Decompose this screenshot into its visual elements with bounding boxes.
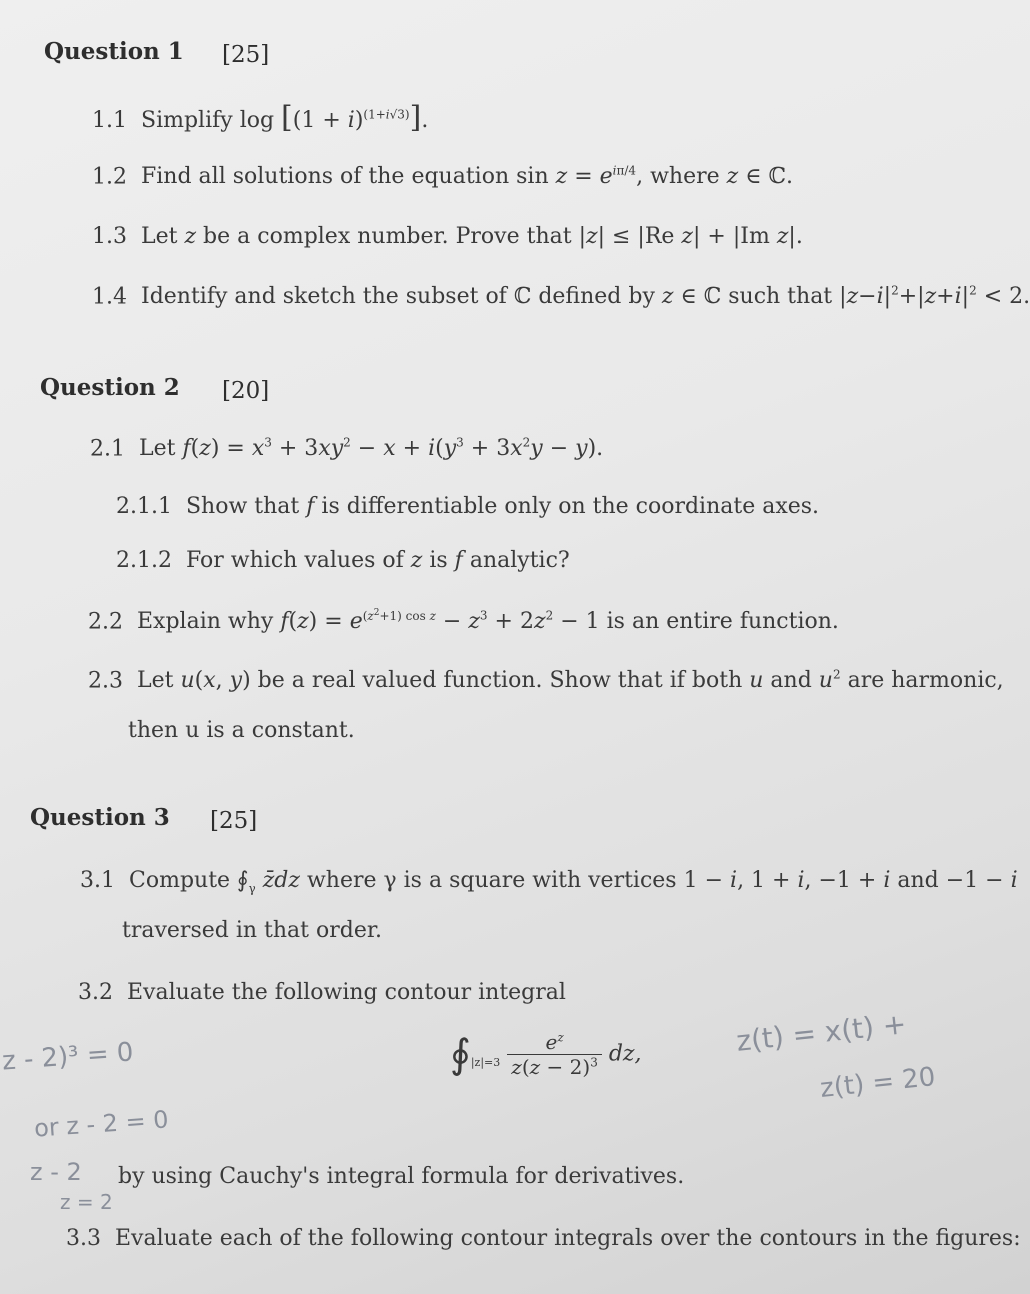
handwriting-5: z(t) = x(t) + bbox=[734, 1007, 908, 1058]
q1-title: Question 1 bbox=[44, 38, 184, 65]
handwriting-1: z - 2)³ = 0 bbox=[1, 1037, 135, 1077]
handwriting-2: or z - 2 = 0 bbox=[33, 1105, 170, 1143]
q2-marks: [20] bbox=[222, 378, 270, 404]
handwriting-4: z = 2 bbox=[60, 1190, 113, 1214]
q3-title: Question 3 bbox=[30, 804, 170, 831]
q2-item-2: 2.2 Explain why $f(z) = e^{(z^2+1) cos z} - z^3 + 2z^2 - 1$ is an entire function. bbox=[88, 608, 839, 635]
handwriting-6: z(t) = 20 bbox=[818, 1062, 937, 1104]
q2-item-1: 2.1 Let $f(z) = x^3 + 3xy^2 - x + i(y^3 + 3x^2y - y)$. bbox=[90, 436, 604, 462]
integral-contour: |z|=3 bbox=[470, 1055, 501, 1069]
q3-item-1-cont: traversed in that order. bbox=[122, 918, 382, 943]
q1-marks: [25] bbox=[222, 42, 270, 68]
q2-title: Question 2 bbox=[40, 374, 180, 401]
q3-marks: [25] bbox=[210, 808, 258, 834]
q2-item-3: 2.3 Let u(x, y) be a real valued function. Show that if both u and $u^2$ are harmonic, bbox=[88, 668, 1004, 694]
handwriting-3: z - 2 bbox=[30, 1158, 82, 1186]
q3-item-1: 3.1 Compute $∮_\gamma$ z̄dz where γ is a square with vertices 1 − i, 1 + i, −1 + i and −1 − i bbox=[80, 868, 1018, 896]
contour-integral: $∮_{|z|=3}$ $\frac{e^z}{z(z - 2)^3}$ dz, bbox=[450, 1030, 642, 1079]
q3-item-2: 3.2 Evaluate the following contour integral bbox=[78, 980, 566, 1005]
q1-item-4: 1.4 Identify and sketch the subset of ℂ defined by z ∈ ℂ such that $|z-i|^2+|z+i|^2 < 2$. bbox=[92, 284, 1030, 310]
q2-item-1-1: 2.1.1 Show that f is differentiable only on the coordinate axes. bbox=[116, 494, 820, 519]
q1-item-1: 1.1 Simplify $\log [(1 + i)^{(1+i√3)}]$. bbox=[92, 100, 429, 135]
integral-fraction: $\frac{e^z}{z(z - 2)^3}$ bbox=[507, 1030, 602, 1079]
q3-item-3: 3.3 Evaluate each of the following contour integrals over the contours in the figures: bbox=[66, 1226, 1021, 1251]
q1-item-1-text: Simplify $\log [(1 + i)^{(1+i√3)}]$. bbox=[141, 100, 429, 135]
integral-tail: dz, bbox=[608, 1041, 642, 1067]
q2-item-1-2: 2.1.2 For which values of z is f analytic? bbox=[116, 548, 570, 573]
q2-item-3-cont: then u is a constant. bbox=[128, 718, 355, 743]
q1-item-3: 1.3 Let z be a complex number. Prove that |z| ≤ |Re z| + |Im z|. bbox=[92, 224, 803, 249]
q1-item-2: 1.2 Find all solutions of the equation $\sin z = e^{i\pi/4}$, where z ∈ ℂ. bbox=[92, 164, 793, 190]
q3-item-2-cont: by using Cauchy's integral formula for derivatives. bbox=[118, 1164, 685, 1189]
